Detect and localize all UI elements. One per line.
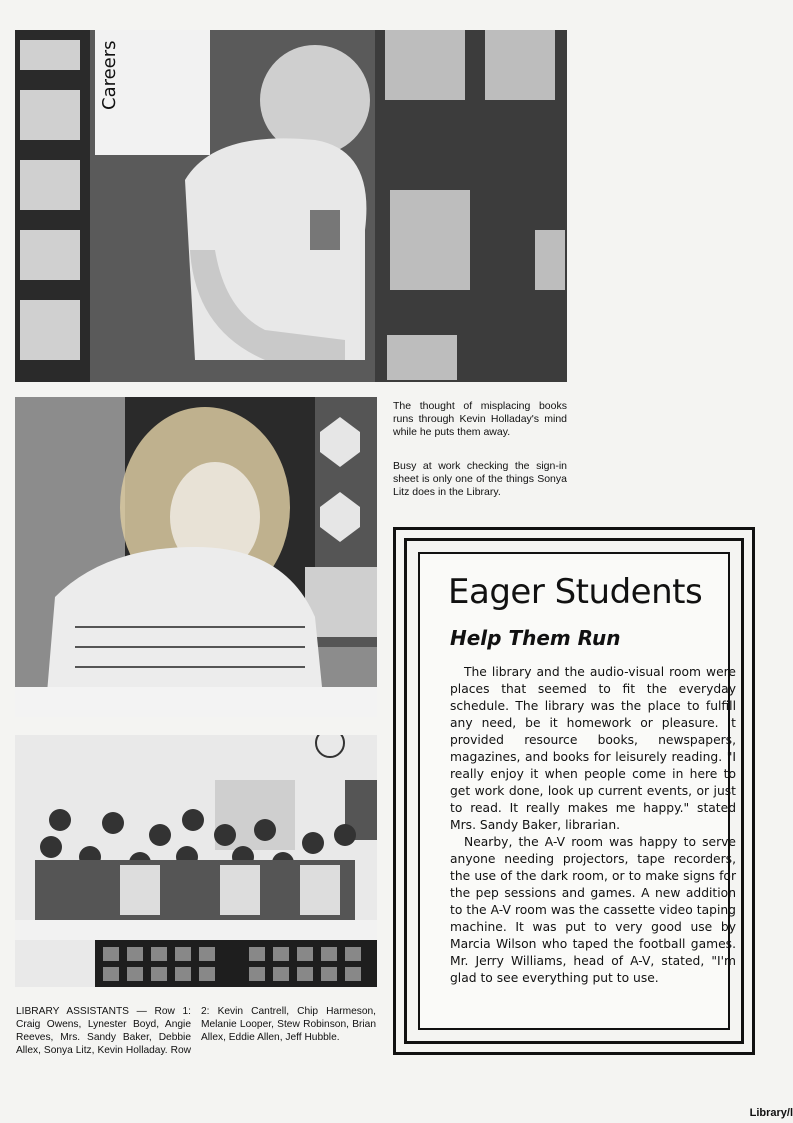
poster-text: Careers [99,40,120,110]
caption-litz: Busy at work checking the sign-in sheet is only one of the things Sonya Litz does in the Library. [393,460,567,498]
story-body [450,664,736,987]
story-paragraph: Nearby, the A-V room was happy to serve anyone needing projectors, tape recorders, the use of the dark room, or to make signs for the pep sessions and games. A new addition to the A-V room was the cassette video taping machine. It was put to very good use by Marcia Wilson who taped the football games. Mr. Jerry Williams, head of A-V, stated, "I'm glad to see everything put to use. [450,835,736,985]
page-folio: Library/l [749,1107,793,1119]
photo-student-shelving-books [15,30,567,382]
group-photo-caption: LIBRARY ASSISTANTS — Row 1: Craig Owens, Lynester Boyd, Angie Reeves, Mrs. Sandy Baker, Debbie Allex, Sonya Litz, Kevin Holladay. Row 2: Kevin Cantrell, Chip Harmeson, Melanie Looper, Stew Robinson, Brian Allex, Eddie Allen, Jeff Hubble. [16,1006,376,1056]
photo-library-assistants-group [15,735,377,987]
photo-student-sign-in [15,397,377,717]
story-box [393,527,755,1055]
story-subhead: Help Them Run [450,626,621,650]
story-headline: Eager Students [448,572,703,612]
caption-holladay: The thought of misplacing books runs through Kevin Holladay's mind while he puts them away. [393,400,567,438]
story-paragraph: The library and the audio-visual room were places that seemed to fit the everyday schedule. The library was the place to fulfill any need, be it homework or pleasure. It provided resource books, newspapers, magazines, and books for leisurely reading. "I really enjoy it when people come in here to get work done, look up current events, or just to read. It really makes me happy." stated Mrs. Sandy Baker, librarian. [450,665,736,832]
